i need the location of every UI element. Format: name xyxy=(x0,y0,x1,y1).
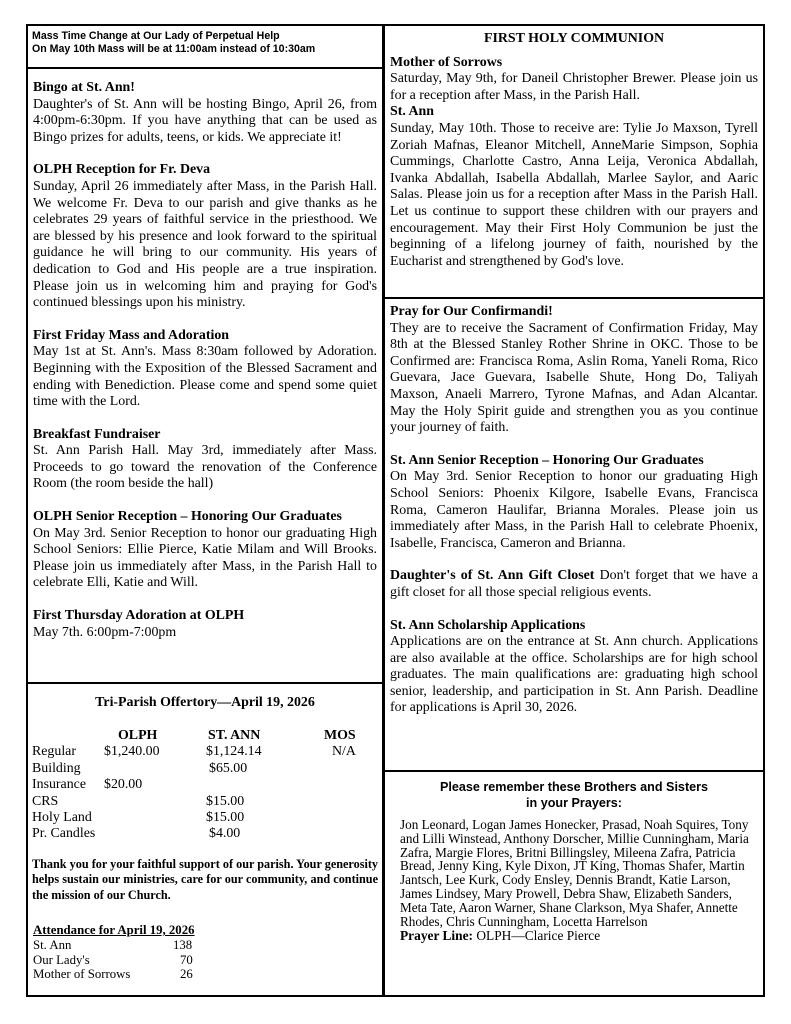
table-row xyxy=(33,953,193,968)
table-row xyxy=(32,826,356,842)
prayer-names: Jon Leonard, Logan James Honecker, Prasad, Noah Squires, Tony and Lilli Winstead, Anthony Dorscher, Millie Cunningham, Maria Zafra, Margie Flores, Britni Billingsley, Mileena Zafra, Patricia Bread, Jenny King, Kyle Dixon, JT King, Thomas Shafer, Martin Jantsch, Lee Kurk, Cody Ensley, Dennis Brandt, Katie Larson, James Lindsey, Mary Prowell, Debra Shaw, Elizabeth Sanders, Meta Tate, Aaron Warner, Shane Clarkson, Mya Shafer, Annette Rhodes, Chris Cunningham, Locetta Harrelson xyxy=(400,817,749,929)
row-label: Insurance xyxy=(32,777,86,793)
cell-stann: $15.00 xyxy=(206,810,245,826)
left-announcements xyxy=(33,80,377,641)
announcement-heading: Daughter's of St. Ann Gift Closet xyxy=(390,568,595,584)
cell-stann: $65.00 xyxy=(209,760,248,776)
announcement-bingo xyxy=(33,80,377,146)
divider-offertory xyxy=(26,682,383,684)
cell-mos xyxy=(320,777,356,793)
communion-stann-body: Sunday, May 10th. Those to receive are: Tylie Jo Maxson, Tyrell Zoriah Mafnas, Eleanor Mitchell, AnneMarie Simpson, Sophia Cummings, Charlotte Castro, Anna Leija, Veronica Abdallah, Ivanka Abdallah, Isabella Abdallah, Marlee Saylor, and Aaric Salas. Please join us for a reception after Mass in the Parish Hall. Let us continue to support these children with our prayers and encouragement. May their First Holy Communion be just the beginning of a lifelong journey of faith, nourished by the Eucharist and strengthened by God's love. xyxy=(390,120,758,269)
announcement-body: Daughter's of St. Ann will be hosting Bingo, April 26, from 4:00pm-6:30pm. If you have anything that can be used as Bingo prizes for adults, teens, or kids. We appreciate it! xyxy=(33,96,377,145)
communion-stann-heading: St. Ann xyxy=(390,104,435,120)
cell-stann xyxy=(206,777,320,793)
row-label: Holy Land xyxy=(32,810,92,826)
announcement-body: On May 3rd. Senior Reception to honor our graduating High School Seniors: Ellie Pierce, Katie Milam and Will Brooks. Please join us immediately after Mass, in the Parish Hall to celebrate Elli, Katie and Will. xyxy=(33,525,377,591)
cell-stann: $15.00 xyxy=(206,793,245,809)
row-label: Regular xyxy=(32,744,76,760)
offertory-title: Tri-Parish Offertory—April 19, 2026 xyxy=(95,695,315,710)
table-row xyxy=(32,794,356,810)
cell-stann: $1,124.14 xyxy=(206,744,262,760)
announcement-scholarship xyxy=(390,618,758,718)
mass-time-notice xyxy=(32,30,378,55)
cell-olph xyxy=(104,810,206,826)
row-label: Pr. Candles xyxy=(32,826,96,842)
announcement-heading: Pray for Our Confirmandi! xyxy=(390,304,553,319)
announcement-first-friday xyxy=(33,328,377,411)
table-row xyxy=(32,777,356,793)
attendance-label: St. Ann xyxy=(33,938,72,952)
announcement-heading: Breakfast Fundraiser xyxy=(33,426,161,442)
announcement-heading: OLPH Reception for Fr. Deva xyxy=(33,162,211,178)
cell-mos xyxy=(320,794,356,810)
announcement-body: They are to receive the Sacrament of Confirmation Friday, May 8th at the Blessed Stanley Rother Shrine in OKC. Those to be Confirmed are: Francisca Roma, Aslin Roma, Yaneli Roma, Rico Guevara, Jace Guevara, Isabelle Shute, Hong Do, Taliyah Maxson, Anaeli Marrero, Tyrone Mafnas, and Adan Alcantar. May the Holy Spirit guide and strengthen you as you continue your journey of faith. xyxy=(390,320,758,436)
prayer-line-value: OLPH—Clarice Pierce xyxy=(473,928,601,944)
attendance-count: 70 xyxy=(180,952,193,967)
mass-notice-line1: Mass Time Change at Our Lady of Perpetual Help xyxy=(32,30,280,42)
table-row xyxy=(32,810,356,826)
announcement-fr-deva xyxy=(33,162,377,311)
cell-olph xyxy=(104,761,206,777)
offertory-col-mos: MOS xyxy=(324,728,356,743)
attendance-count: 138 xyxy=(173,938,193,952)
announcement-body: Applications are on the entrance at St. Ann church. Applications are also available at the office. Scholarships are for high school graduates. The main qualifications are: graduating high school senior, leadership, and participation in St. Ann Parish. Deadline for applications is April 30, 2026. xyxy=(390,634,758,716)
announcement-body: St. Ann Parish Hall. May 3rd, immediately after Mass. Proceeds to go toward the renovation of the Conference Room (the room beside the hall) xyxy=(33,443,377,492)
table-row xyxy=(33,967,193,982)
prayer-line-label: Prayer Line: xyxy=(400,928,474,944)
prayers-title-line2: in your Prayers: xyxy=(526,796,622,810)
offertory-col-stann: ST. ANN xyxy=(208,728,261,743)
row-label: CRS xyxy=(32,793,59,809)
communion-mos-body: Saturday, May 9th, for Daneil Christopher Brewer. Please join us for a reception after Mass, in the Parish Hall. xyxy=(390,71,758,103)
cell-mos: N/A xyxy=(332,744,356,760)
announcement-body: On May 3rd. Senior Reception to honor our graduating High School Seniors: Phoenix Kilgore, Isabelle Evans, Francisca Roma, Cameron Haulifar, Brianna Morales. Please join us immediately after Mass, in the Parish Hall to celebrate Phoenix, Isabelle, Francisca, Cameron and Brianna. xyxy=(390,469,758,551)
prayer-line xyxy=(391,928,757,944)
offertory-col-olph: OLPH xyxy=(118,728,158,743)
communion-title: FIRST HOLY COMMUNION xyxy=(483,31,665,46)
cell-mos xyxy=(320,826,356,842)
cell-olph: $20.00 xyxy=(104,777,143,793)
attendance-table xyxy=(33,938,193,982)
column-divider xyxy=(382,24,385,997)
right-announcements xyxy=(390,304,758,717)
announcement-heading: Bingo at St. Ann! xyxy=(33,80,135,95)
prayers-title-line1: Please remember these Brothers and Sisters xyxy=(439,780,709,794)
communion-mos-heading: Mother of Sorrows xyxy=(390,54,503,70)
cell-olph: $1,240.00 xyxy=(104,744,160,760)
announcement-gift-closet xyxy=(390,568,758,601)
table-row xyxy=(32,761,356,777)
divider-communion xyxy=(383,297,765,299)
attendance-label: Our Lady's xyxy=(33,952,90,967)
announcement-confirmandi xyxy=(390,304,758,437)
offertory-table xyxy=(32,728,356,843)
announcement-heading: OLPH Senior Reception – Honoring Our Graduates xyxy=(33,509,342,525)
table-row xyxy=(33,938,193,953)
announcement-stann-senior xyxy=(390,453,758,553)
mass-notice-line2: On May 10th Mass will be at 11:00am instead of 10:30am xyxy=(32,42,316,55)
offertory-header-row xyxy=(32,728,356,744)
announcement-heading: First Thursday Adoration at OLPH xyxy=(33,608,245,624)
offertory-thanks: Thank you for your faithful support of our parish. Your generosity helps sustain our ministries, care for our community, and continue the mission of our Church. xyxy=(32,856,378,903)
first-communion-section xyxy=(390,31,758,270)
row-label: Building xyxy=(32,760,81,776)
table-row xyxy=(32,744,356,760)
cell-mos xyxy=(320,810,356,826)
cell-stann: $4.00 xyxy=(209,826,241,842)
announcement-first-thursday xyxy=(33,608,377,641)
attendance-title: Attendance for April 19, 2026 xyxy=(33,923,195,937)
announcement-breakfast xyxy=(33,427,377,493)
attendance-section xyxy=(33,923,273,982)
announcement-heading: St. Ann Senior Reception – Honoring Our Graduates xyxy=(390,452,704,468)
cell-olph xyxy=(104,794,206,810)
divider-prayers xyxy=(383,770,765,772)
cell-mos xyxy=(320,761,356,777)
attendance-label: Mother of Sorrows xyxy=(33,967,131,982)
announcement-olph-senior xyxy=(33,509,377,592)
announcement-body: Sunday, April 26 immediately after Mass, in the Parish Hall. We welcome Fr. Deva to our parish and give thanks as he celebrates 29 years of faithful service in the priesthood. We are blessed by his presence and look forward to the spiritual guidance he will bring to our community. His years of dedication to God and His people are a true inspiration. Please join us in welcoming him and praying for God's continued blessings upon his ministry. xyxy=(33,178,377,311)
attendance-count: 26 xyxy=(180,967,193,982)
offertory-section xyxy=(32,694,378,904)
announcement-body: May 7th. 6:00pm-7:00pm xyxy=(33,624,177,640)
announcement-body: May 1st at St. Ann's. Mass 8:30am followed by Adoration. Beginning with the Exposition of the Blessed Sacrament and ending with Benediction. Please come and spend some quiet time with the Lord. xyxy=(33,344,377,410)
announcement-heading: St. Ann Scholarship Applications xyxy=(390,617,586,633)
cell-olph xyxy=(104,826,206,842)
divider-mass-notice xyxy=(26,67,383,69)
prayers-section xyxy=(391,779,757,944)
announcement-heading: First Friday Mass and Adoration xyxy=(33,327,230,343)
announcement-body: Don't forget that we have a gift closet for all those special religious events. xyxy=(390,568,759,600)
